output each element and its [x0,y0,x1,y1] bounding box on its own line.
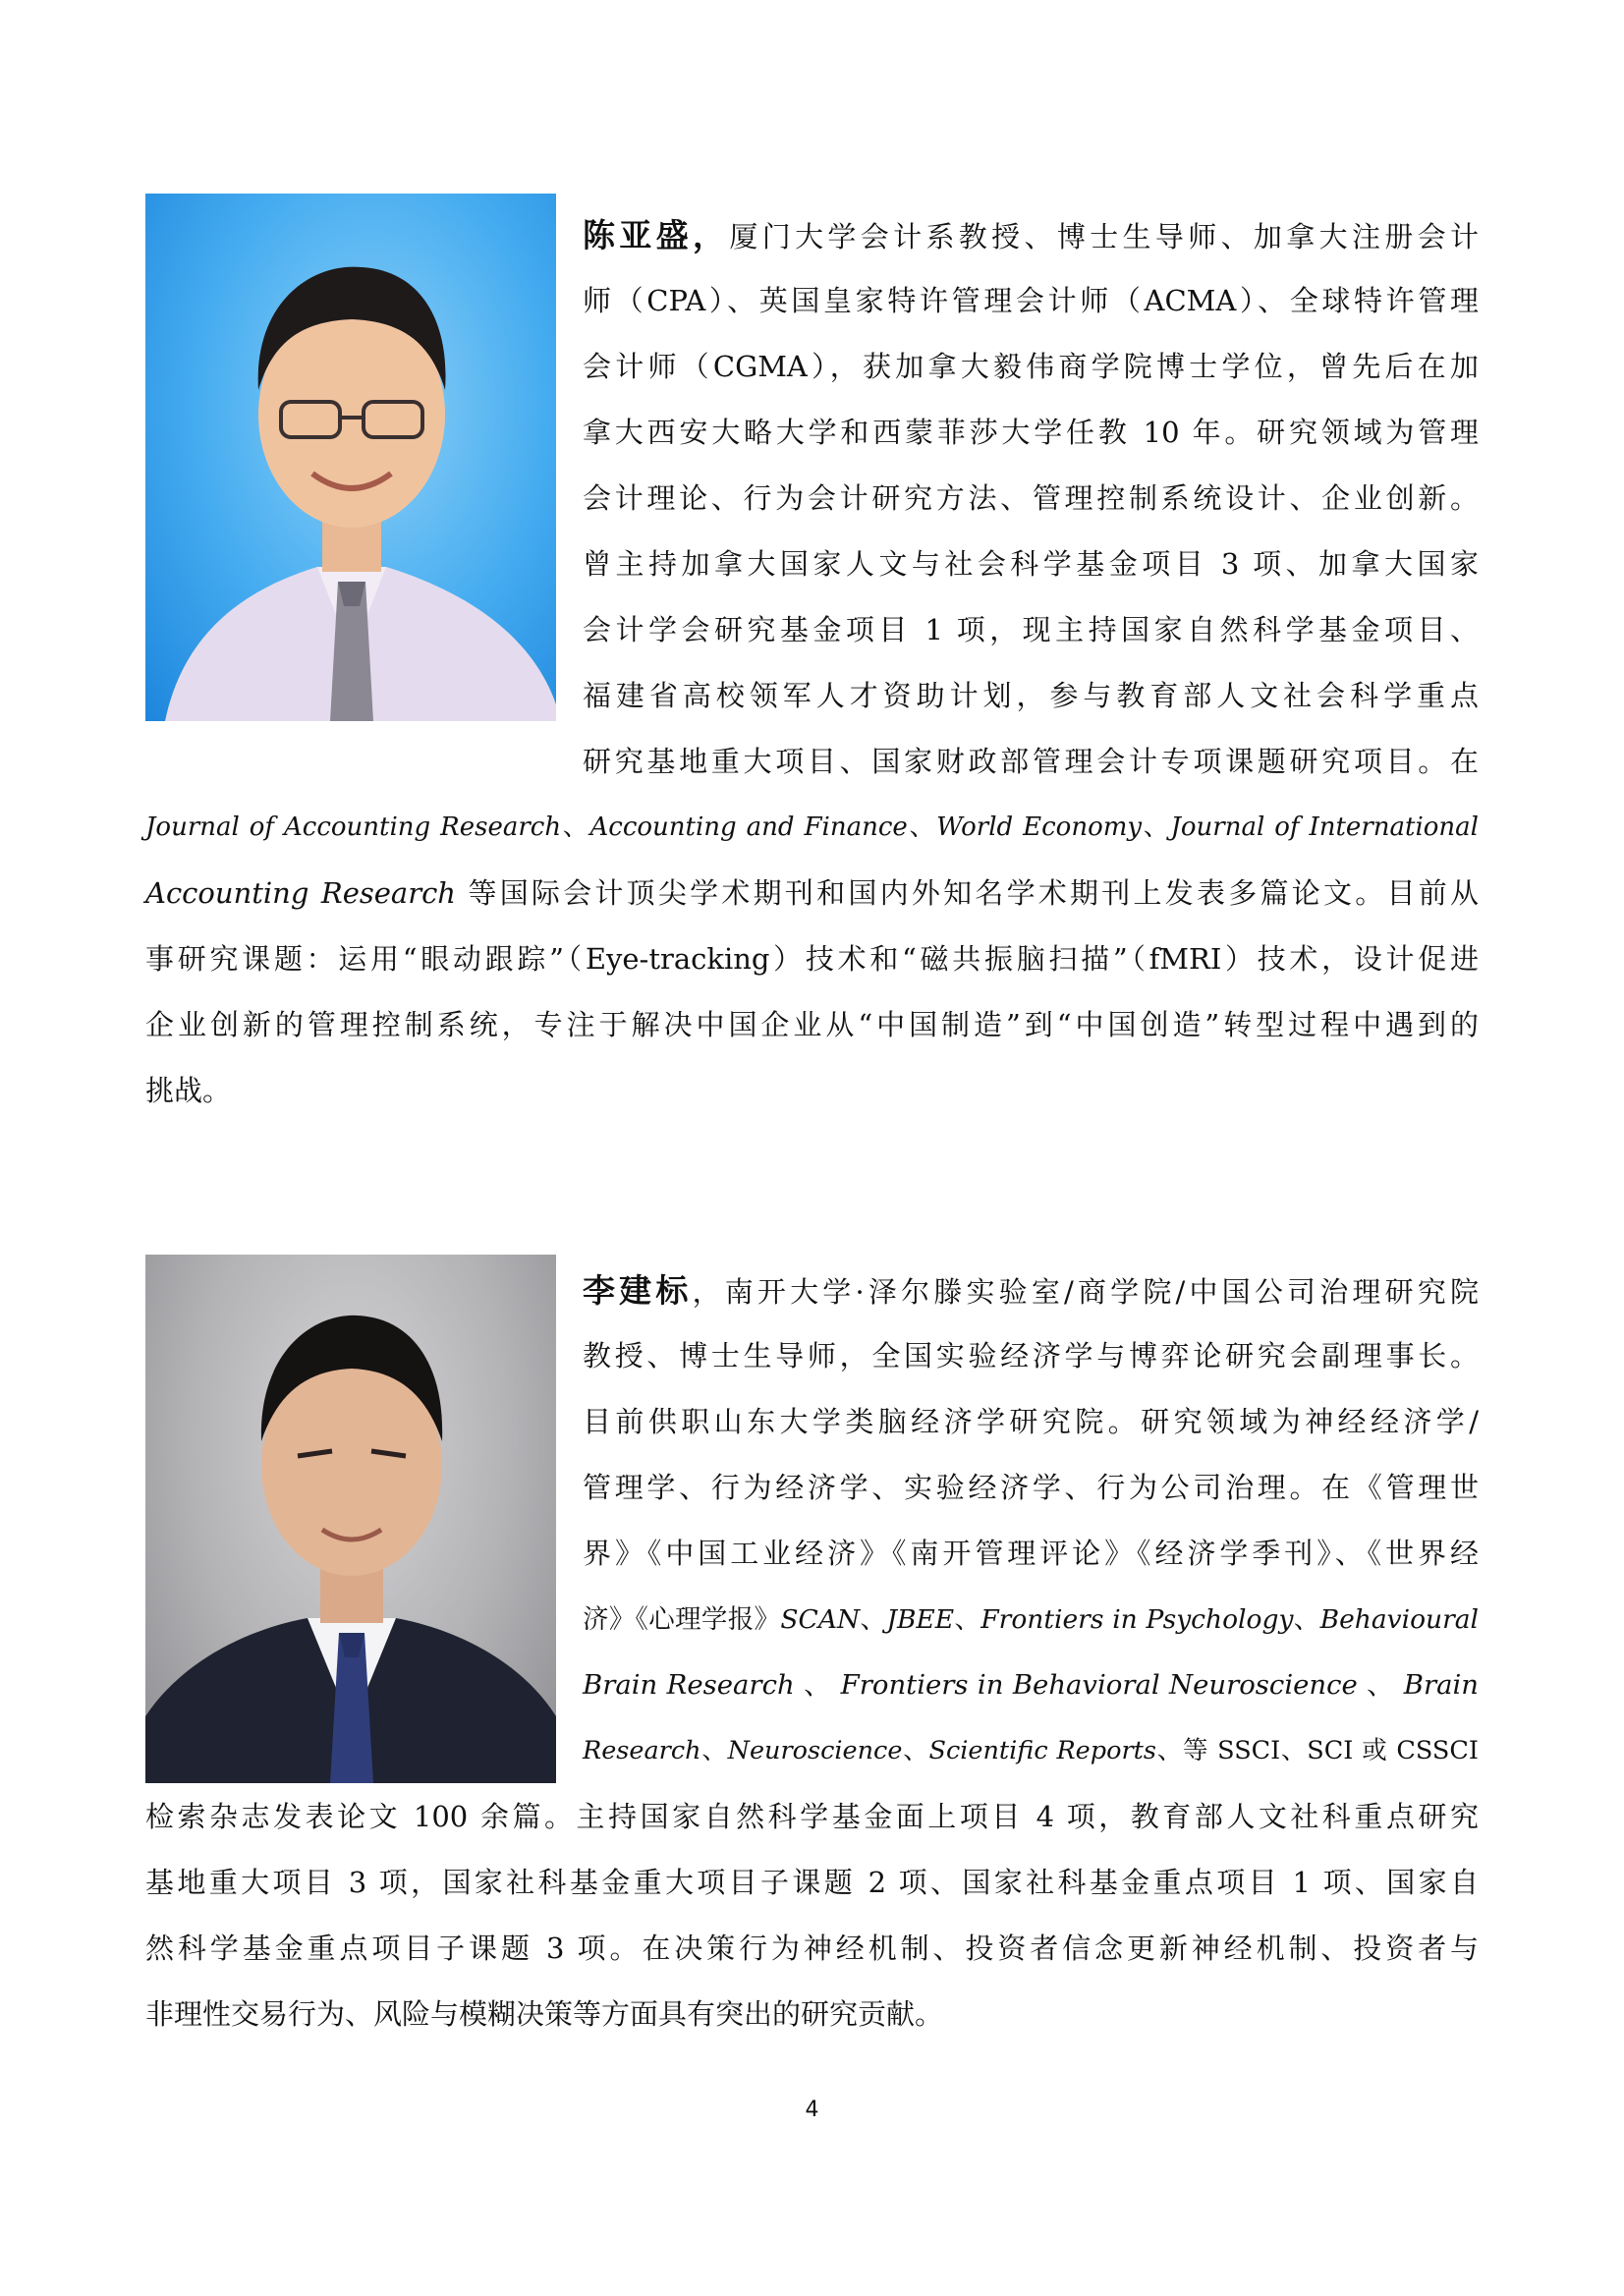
bio-line: 陈亚盛，厦门大学会计系教授、博士生导师、加拿大注册会计 [583,216,1479,254]
journal-title: Accounting Research [145,876,456,910]
bio-line: Accounting Research 等国际会计顶尖学术期刊和国内外知名学术期刊上发表多篇论文。目前从 [145,876,1479,910]
bio-line: 管理学、行为经济学、实验经济学、行为公司治理。在《管理世 [583,1471,1479,1504]
profile-name: 陈亚盛， [583,216,730,254]
bio-line: 基地重大项目 3 项，国家社科基金重大项目子课题 2 项、国家社科基金重点项目 1 项、国家自 [145,1866,1479,1899]
bio-line: 李建标，南开大学·泽尔滕实验室/商学院/中国公司治理研究院 [583,1271,1479,1310]
bio-line: 福建省高校领军人才资助计划，参与教育部人文社会科学重点 [583,679,1479,712]
bio-line: 事研究课题：运用“眼动跟踪”（Eye-tracking）技术和“磁共振脑扫描”（fMRI）技术，设计促进 [145,942,1479,976]
bio-line: 研究基地重大项目、国家财政部管理会计专项课题研究项目。在 [583,745,1479,778]
bio-line: 检索杂志发表论文 100 余篇。主持国家自然科学基金面上项目 4 项，教育部人文社科重点研究 [145,1800,1479,1833]
bio-line: 界》《中国工业经济》《南开管理评论》《经济学季刊》、《世界经 [583,1537,1479,1570]
bio-line: 会计师（CGMA），获加拿大毅伟商学院博士学位，曾先后在加 [583,350,1479,383]
page-number: 4 [805,2098,819,2122]
bio-line-journals: Brain Research 、 Frontiers in Behavioral Neuroscience 、 Brain [583,1669,1480,1701]
journal-title: Journal of Accounting Research [145,812,562,842]
portrait-illustration [145,194,556,721]
journal-title: Brain [1403,1669,1480,1701]
journal-title: Brain Research [583,1669,795,1701]
bio-line: 非理性交易行为、风险与模糊决策等方面具有突出的研究贡献。 [145,1997,944,2031]
journal-title: Behavioural [1319,1604,1480,1635]
bio-line: 师（CPA）、英国皇家特许管理会计师（ACMA）、全球特许管理 [583,284,1479,317]
bio-line: 企业创新的管理控制系统，专注于解决中国企业从“中国制造”到“中国创造”转型过程中遇到的 [145,1008,1479,1041]
journal-title: Scientific Reports [928,1736,1156,1765]
profile-bio-li-jianbiao [583,1258,1479,1784]
bio-line: 挑战。 [145,1074,232,1107]
bio-line: 曾主持加拿大国家人文与社会科学基金项目 3 项、加拿大国家 [583,547,1479,581]
journal-title: World Economy [936,812,1143,842]
profile-photo-li-jianbiao [145,1255,556,1783]
journal-title: Accounting and Finance [589,812,908,842]
profile-bio-continued-li-jianbiao [145,1784,1479,2047]
journal-title: Frontiers in Psychology [980,1604,1294,1635]
journal-title: JBEE [886,1604,955,1635]
bio-line-journals: 济》《心理学报》SCAN、JBEE、Frontiers in Psychology、Behavioural [583,1604,1480,1635]
journal-title: SCAN [780,1604,861,1635]
profile-name: 李建标 [583,1271,693,1310]
bio-line: 拿大西安大略大学和西蒙菲莎大学任教 10 年。研究领域为管理 [583,416,1479,449]
bio-line: 目前供职山东大学类脑经济学研究院。研究领域为神经经济学/ [583,1405,1479,1438]
bio-line: 会计理论、行为会计研究方法、管理控制系统设计、企业创新。 [583,481,1479,515]
journal-title: Research [583,1736,701,1765]
journal-title: Journal of International [1170,812,1479,842]
journal-title: Frontiers in Behavioral Neuroscience [840,1669,1358,1701]
bio-line: 会计学会研究基金项目 1 项，现主持国家自然科学基金项目、 [583,613,1479,646]
bio-line-journals: Research、Neuroscience、Scientific Reports、等 SSCI、SCI 或 CSSCI [583,1736,1479,1765]
profile-bio-continued-chen-yasheng [145,795,1479,1124]
portrait-illustration [145,1255,556,1783]
bio-line: 然科学基金重点项目子课题 3 项。在决策行为神经机制、投资者信念更新神经机制、投资者与 [145,1932,1479,1965]
profile-photo-chen-yasheng [145,194,556,721]
profile-bio-chen-yasheng [583,202,1479,795]
bio-line: 教授、博士生导师，全国实验经济学与博弈论研究会副理事长。 [583,1339,1479,1372]
journal-title: Neuroscience [727,1736,903,1765]
bio-line-journals: Journal of Accounting Research、Accounting and Finance、World Economy、Journal of International [145,812,1479,842]
